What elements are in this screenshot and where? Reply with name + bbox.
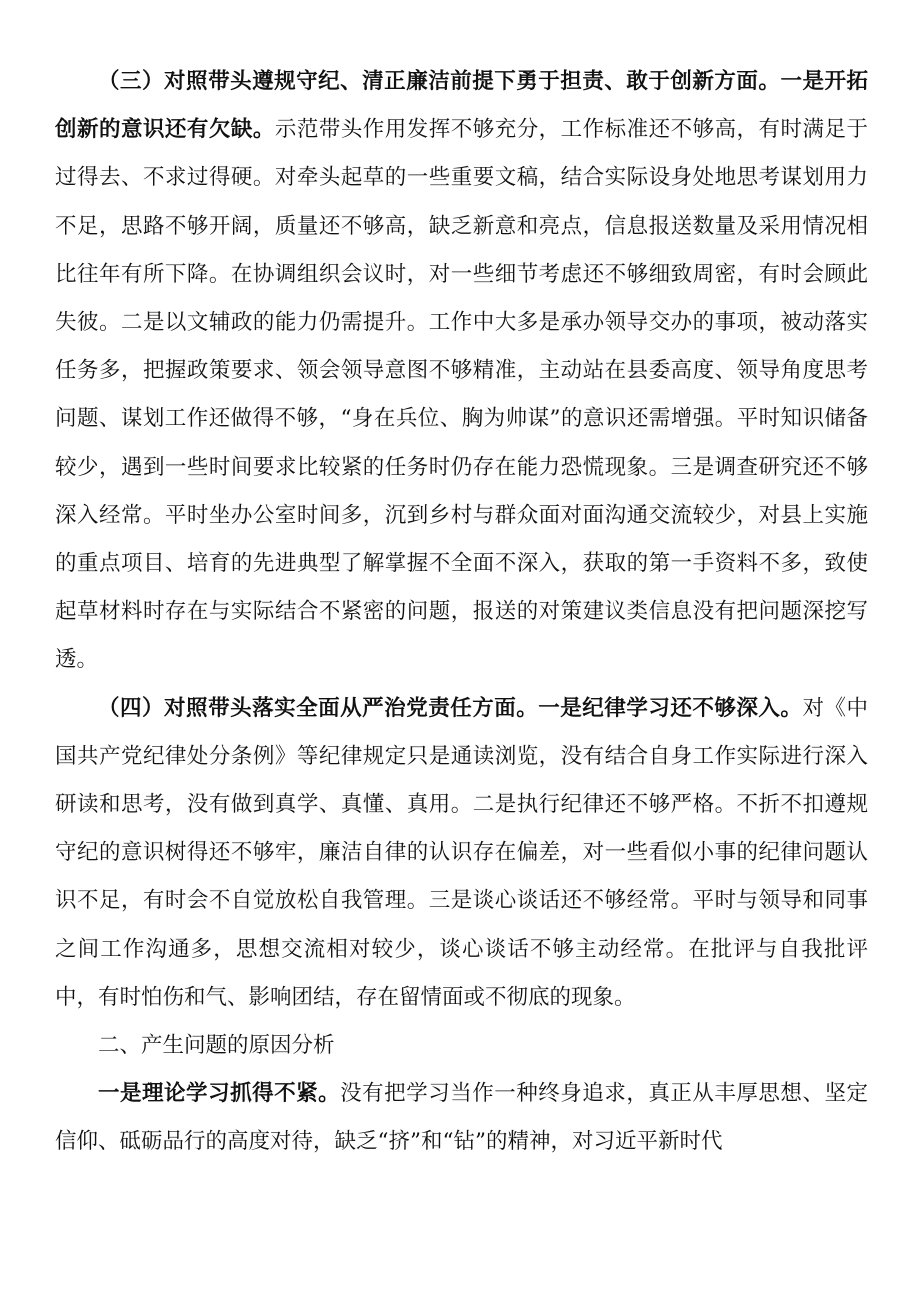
section-4-heading: （四）对照带头落实全面从严治党责任方面。一是纪律学习还不够深入。 <box>98 695 803 721</box>
section-3-heading: （三）对照带头遵规守纪、清正廉洁前提下勇于担责、敢于创新方面。一是开拓创新的意识还有欠缺。 <box>55 69 868 143</box>
paragraph-section-4 <box>55 685 868 1022</box>
paragraph-section-3 <box>55 58 868 685</box>
paragraph-reason-1 <box>55 1070 868 1166</box>
section-4-body: 对《中国共产党纪律处分条例》等纪律规定只是通读浏览，没有结合自身工作实际进行深入研读和思考，没有做到真学、真懂、真用。二是执行纪律还不够严格。不折不扣遵规守纪的意识树得还不够牢，廉洁自律的认识存在偏差，对一些看似小事的纪律问题认识不足，有时会不自觉放松自我管理。三是谈心谈话还不够经常。平时与领导和同事之间工作沟通多，思想交流相对较少，谈心谈话不够主动经常。在批评与自我批评中，有时怕伤和气、影响团结，存在留情面或不彻底的现象。 <box>55 695 868 1010</box>
reason-1-body: 没有把学习当作一种终身追求，真正从丰厚思想、坚定信仰、砥砺品行的高度对待，缺乏“挤”和“钻”的精神，对习近平新时代 <box>55 1081 868 1155</box>
section-3-body: 示范带头作用发挥不够充分，工作标准还不够高，有时满足于过得去、不求过得硬。对牵头起草的一些重要文稿，结合实际设身处地思考谋划用力不足，思路不够开阔，质量还不够高，缺乏新意和亮点，信息报送数量及采用情况相比往年有所下降。在协调组织会议时，对一些细节考虑还不够细致周密，有时会顾此失彼。二是以文辅政的能力仍需提升。工作中大多是承办领导交办的事项，被动落实任务多，把握政策要求、领会领导意图不够精准，主动站在县委高度、领导角度思考问题、谋划工作还做得不够，“身在兵位、胸为帅谋”的意识还需增强。平时知识储备较少，遇到一些时间要求比较紧的任务时仍存在能力恐慌现象。三是调查研究还不够深入经常。平时坐办公室时间多，沉到乡村与群众面对面沟通交流较少，对县上实施的重点项目、培育的先进典型了解掌握不全面不深入，获取的第一手资料不多，致使起草材料时存在与实际结合不紧密的问题，报送的对策建议类信息没有把问题深挖写透。 <box>55 117 868 673</box>
section-2-title: 二、产生问题的原因分析 <box>98 1033 335 1059</box>
reason-1-heading: 一是理论学习抓得不紧。 <box>98 1081 341 1107</box>
